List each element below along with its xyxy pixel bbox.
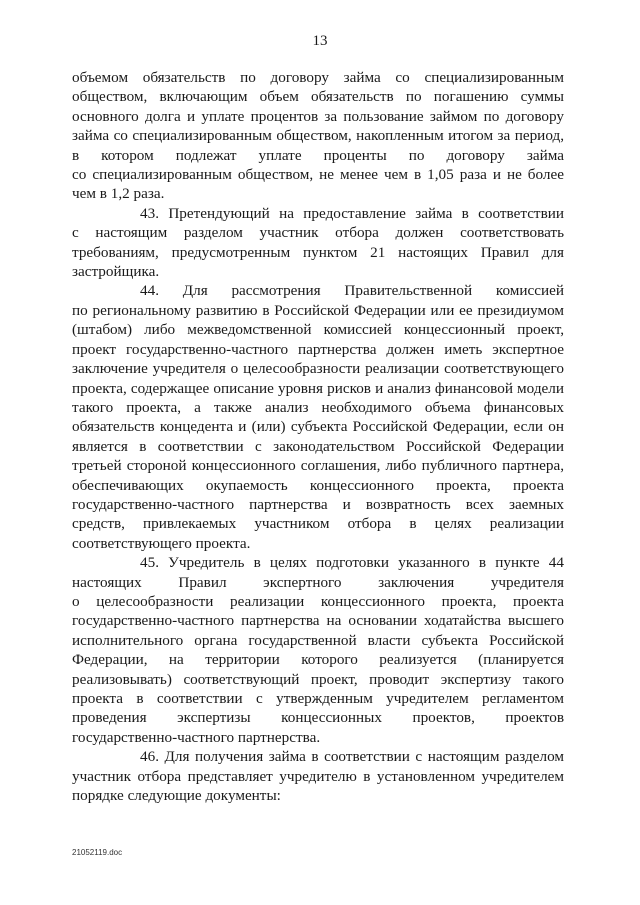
text-line: по региональному развитию в Российской Федерации или ее президиумом	[72, 301, 564, 319]
paragraph-44	[72, 281, 564, 553]
text-line: исполнительного органа государственной власти субъекта Российской	[72, 631, 564, 649]
text-line: объемом обязательств по договору займа со специализированным	[72, 69, 564, 86]
file-name-footer: 21052119.doc	[72, 848, 123, 857]
document-body	[72, 68, 564, 805]
text-line: (штабом) либо межведомственной комиссией концессионный проект,	[72, 321, 564, 339]
paragraph-43	[72, 204, 564, 282]
text-line: государственно-частного партнерства на основании ходатайства высшего	[72, 612, 564, 630]
text-line: требованиям, предусмотренным пунктом 21 настоящих Правил для	[72, 243, 564, 261]
text-line: займа со специализированным обществом, накопленным итогом за период,	[72, 127, 564, 145]
text-line: 44. Для рассмотрения Правительственной комиссией	[140, 282, 564, 300]
text-line: проекта, содержащее описание уровня рисков и анализ финансовой модели	[72, 379, 564, 397]
text-line: в котором подлежат уплате проценты по договору займа	[72, 146, 564, 164]
text-line: настоящих Правил экспертного заключения учредителя	[72, 573, 564, 591]
text-line: 43. Претендующий на предоставление займа в соответствии	[140, 204, 564, 222]
text-line: средств, привлекаемых участником отбора в целях реализации	[72, 515, 564, 533]
text-line: обществом, включающим объем обязательств по погашению суммы	[72, 88, 564, 106]
text-line: о целесообразности реализации концессионного проекта, проекта	[72, 592, 564, 610]
text-line: Федерации, на территории которого реализуется (планируется	[72, 651, 564, 669]
paragraph-45	[72, 553, 564, 747]
text-line: проекта в соответствии с утвержденным учредителем регламентом	[72, 690, 564, 707]
paragraph-continuation	[72, 68, 564, 204]
text-line: порядке следующие документы:	[72, 787, 281, 805]
text-line: обеспечивающих окупаемость концессионного проекта, проекта	[72, 476, 564, 494]
text-line: государственно-частного партнерства.	[72, 728, 321, 746]
text-line: чем в 1,2 раза.	[72, 185, 165, 203]
text-line: реализовывать) соответствующий проект, проводит экспертизу такого	[72, 670, 564, 688]
text-line: третьей стороной концессионного соглашения, либо публичного партнера,	[72, 457, 564, 475]
text-line: соответствующего проекта.	[72, 534, 251, 552]
page-number: 13	[312, 33, 328, 49]
text-line: проведения экспертизы концессионных проектов, проектов	[72, 709, 564, 727]
text-line: обязательств концедента и (или) субъекта Российской Федерации, если он	[72, 418, 564, 436]
text-line: основного долга и уплате процентов за пользование займом по договору	[72, 107, 564, 125]
text-line: 46. Для получения займа в соответствии с настоящим разделом	[140, 748, 564, 766]
paragraph-46	[72, 747, 564, 805]
text-line: является в соответствии с законодательством Российской Федерации	[72, 437, 564, 455]
text-line: такого проекта, а также анализ необходимого объема финансовых	[72, 398, 564, 416]
text-line: государственно-частного партнерства и возвратность всех заемных	[72, 495, 564, 513]
text-line: 45. Учредитель в целях подготовки указанного в пункте 44	[140, 554, 564, 572]
text-line: застройщика.	[72, 263, 160, 281]
text-line: с настоящим разделом участник отбора должен соответствовать	[72, 224, 564, 242]
text-line: участник отбора представляет учредителю в установленном учредителем	[72, 767, 564, 785]
text-line: заключение учредителя о целесообразности реализации соответствующего	[72, 360, 564, 378]
text-line: со специализированным обществом, не менее чем в 1,05 раза и не более	[72, 166, 564, 184]
text-line: проект государственно-частного партнерства должен иметь экспертное	[72, 340, 564, 358]
